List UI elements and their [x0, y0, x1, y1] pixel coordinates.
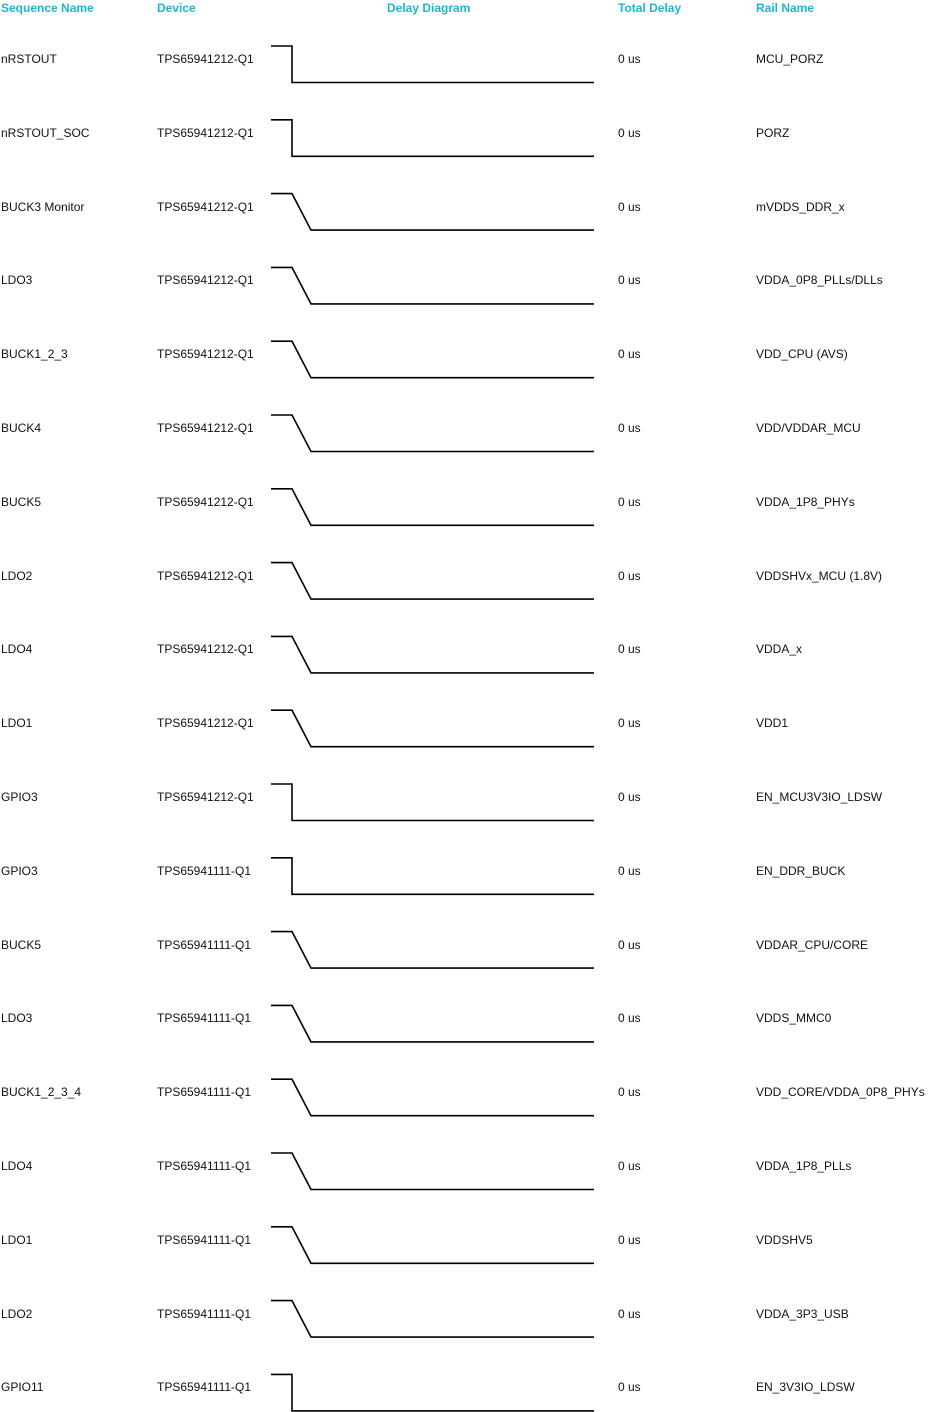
step-waveform: [271, 46, 594, 83]
header-delay-diagram: Delay Diagram: [387, 1, 471, 15]
sequence-name: GPIO11: [1, 1380, 44, 1395]
rail-name: VDDA_3P3_USB: [756, 1306, 849, 1321]
step-waveform: [271, 1374, 594, 1411]
device-name: TPS65941212-Q1: [157, 494, 254, 509]
ramp-waveform: [271, 1005, 594, 1042]
rail-name: EN_MCU3V3IO_LDSW: [756, 790, 883, 804]
total-delay: 0 us: [618, 937, 641, 952]
rail-name: VDDAR_CPU/CORE: [756, 937, 869, 952]
rail-name: MCU_PORZ: [756, 52, 824, 66]
ramp-waveform: [271, 1079, 594, 1116]
sequence-name: BUCK5: [1, 937, 42, 952]
device-name: TPS65941212-Q1: [157, 790, 254, 804]
total-delay: 0 us: [618, 790, 641, 804]
sequence-name: LDO3: [1, 273, 33, 288]
sequence-name: BUCK1_2_3: [1, 347, 68, 362]
rail-name: EN_3V3IO_LDSW: [756, 1380, 855, 1395]
device-name: TPS65941212-Q1: [157, 642, 254, 657]
device-name: TPS65941212-Q1: [157, 52, 254, 66]
sequence-name: GPIO3: [1, 863, 38, 878]
device-name: TPS65941212-Q1: [157, 125, 254, 140]
sequence-name: LDO1: [1, 1232, 33, 1247]
ramp-waveform: [271, 1227, 594, 1264]
rail-name: VDDA_x: [756, 642, 803, 657]
total-delay: 0 us: [618, 1011, 641, 1026]
sequence-name: GPIO3: [1, 790, 38, 804]
device-name: TPS65941111-Q1: [157, 1159, 252, 1173]
device-name: TPS65941111-Q1: [157, 1232, 252, 1247]
ramp-waveform: [271, 932, 594, 969]
ramp-waveform: [271, 489, 594, 526]
total-delay: 0 us: [618, 199, 641, 214]
ramp-waveform: [271, 415, 594, 452]
ramp-waveform: [271, 563, 594, 600]
header-total-delay: Total Delay: [618, 1, 682, 15]
device-name: TPS65941212-Q1: [157, 199, 254, 214]
ramp-waveform: [271, 194, 594, 231]
ramp-waveform: [271, 341, 594, 378]
rail-name: VDDSHVx_MCU (1.8V): [756, 568, 883, 583]
total-delay: 0 us: [618, 347, 641, 362]
device-name: TPS65941212-Q1: [157, 421, 254, 435]
sequence-name: LDO2: [1, 568, 33, 583]
sequence-name: LDO4: [1, 642, 33, 657]
rail-name: EN_DDR_BUCK: [756, 863, 846, 878]
device-name: TPS65941111-Q1: [157, 863, 252, 878]
sequence-name: BUCK4: [1, 421, 42, 435]
total-delay: 0 us: [618, 1306, 641, 1321]
rail-name: VDDA_1P8_PHYs: [756, 494, 855, 509]
total-delay: 0 us: [618, 716, 641, 731]
ramp-waveform: [271, 710, 594, 747]
device-name: TPS65941212-Q1: [157, 273, 254, 288]
device-name: TPS65941212-Q1: [157, 347, 254, 362]
device-name: TPS65941111-Q1: [157, 937, 252, 952]
ramp-waveform: [271, 1153, 594, 1190]
total-delay: 0 us: [618, 642, 641, 657]
total-delay: 0 us: [618, 1159, 641, 1173]
sequence-name: LDO3: [1, 1011, 33, 1026]
total-delay: 0 us: [618, 52, 641, 66]
total-delay: 0 us: [618, 494, 641, 509]
step-waveform: [271, 858, 594, 895]
rail-name: VDDS_MMC0: [756, 1011, 832, 1026]
rail-name: VDDA_1P8_PLLs: [756, 1159, 852, 1173]
step-waveform: [271, 120, 594, 157]
rail-name: VDDSHV5: [756, 1232, 813, 1247]
rail-name: mVDDS_DDR_x: [756, 199, 845, 214]
sequence-name: LDO2: [1, 1306, 33, 1321]
rail-name: VDD_CPU (AVS): [756, 347, 848, 362]
sequence-name: BUCK1_2_3_4: [1, 1085, 82, 1100]
total-delay: 0 us: [618, 1232, 641, 1247]
total-delay: 0 us: [618, 273, 641, 288]
total-delay: 0 us: [618, 863, 641, 878]
device-name: TPS65941212-Q1: [157, 716, 254, 731]
rail-name: PORZ: [756, 125, 790, 140]
ramp-waveform: [271, 1301, 594, 1338]
total-delay: 0 us: [618, 1380, 641, 1395]
sequence-name: nRSTOUT_SOC: [1, 125, 90, 140]
rail-name: VDDA_0P8_PLLs/DLLs: [756, 273, 883, 288]
device-name: TPS65941212-Q1: [157, 568, 254, 583]
sequence-name: LDO4: [1, 1159, 33, 1173]
device-name: TPS65941111-Q1: [157, 1085, 252, 1100]
total-delay: 0 us: [618, 421, 641, 435]
sequence-name: LDO1: [1, 716, 33, 731]
device-name: TPS65941111-Q1: [157, 1011, 252, 1026]
sequence-name: BUCK5: [1, 494, 42, 509]
total-delay: 0 us: [618, 1085, 641, 1100]
rail-name: VDD1: [756, 716, 789, 731]
rail-name: VDD/VDDAR_MCU: [756, 421, 861, 435]
sequence-name: BUCK3 Monitor: [1, 199, 85, 214]
device-name: TPS65941111-Q1: [157, 1380, 252, 1395]
device-name: TPS65941111-Q1: [157, 1306, 252, 1321]
ramp-waveform: [271, 267, 594, 304]
total-delay: 0 us: [618, 125, 641, 140]
total-delay: 0 us: [618, 568, 641, 583]
header-device: Device: [157, 1, 196, 15]
header-sequence-name: Sequence Name: [1, 1, 94, 15]
step-waveform: [271, 784, 594, 821]
ramp-waveform: [271, 636, 594, 673]
sequence-name: nRSTOUT: [1, 52, 57, 66]
rail-name: VDD_CORE/VDDA_0P8_PHYs: [756, 1085, 925, 1100]
header-rail-name: Rail Name: [756, 1, 815, 15]
